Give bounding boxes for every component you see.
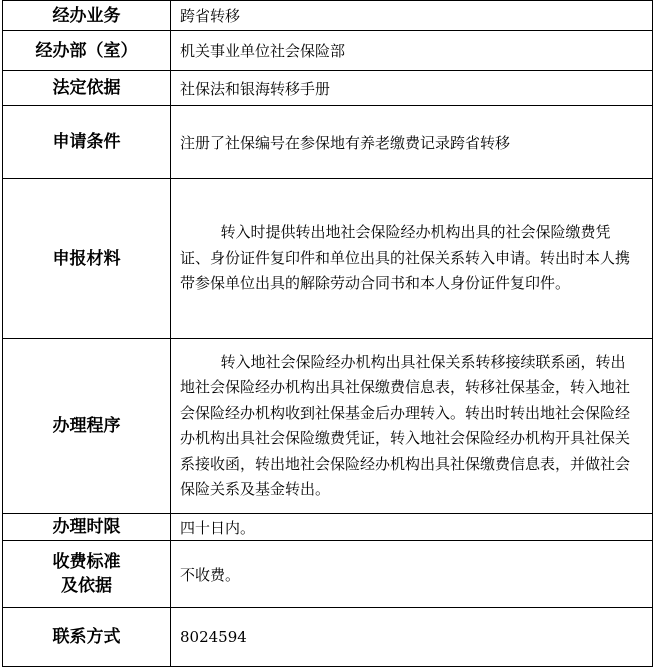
materials-paragraph: 转入时提供转出地社会保险经办机构出具的社会保险缴费凭证、身份证件复印件和单位出具的社保关系转入申请。转出时本人携带参保单位出具的解除劳动合同书和本人身份证件复印件。 <box>180 223 631 293</box>
table-row-business <box>3 1 653 31</box>
procedure-paragraph: 转入地社会保险经办机构出具社保关系转移接续联系函，转出地社会保险经办机构出具社保缴费信息表，转移社保基金，转入地社会保险经办机构收到社保基金后办理转入。转出时转出地社会保险经办机构出具社会保险缴费凭证，转入地社会保险经办机构开具社保关系接收函，转出地社会保险经办机构出具社保缴费信息表，并做社会保险关系及基金转出。 <box>180 352 631 498</box>
label-fees <box>3 541 171 608</box>
value-materials <box>171 179 653 339</box>
table-row-fees <box>3 541 653 608</box>
value-legal-basis: 社保法和银海转移手册 <box>171 71 653 106</box>
value-fees: 不收费。 <box>171 541 653 608</box>
label-materials: 申报材料 <box>3 179 171 339</box>
value-department: 机关事业单位社会保险部 <box>171 31 653 71</box>
value-procedure <box>171 339 653 514</box>
label-contact: 联系方式 <box>3 608 171 667</box>
table-row-legal-basis <box>3 71 653 106</box>
table-row-conditions <box>3 106 653 179</box>
label-time-limit: 办理时限 <box>3 514 171 541</box>
value-time-limit: 四十日内。 <box>171 514 653 541</box>
value-conditions: 注册了社保编号在参保地有养老缴费记录跨省转移 <box>171 106 653 179</box>
table-row-department <box>3 31 653 71</box>
label-department: 经办部（室） <box>3 31 171 71</box>
table-row-procedure <box>3 339 653 514</box>
value-business: 跨省转移 <box>171 1 653 31</box>
value-contact: 8024594 <box>171 608 653 667</box>
label-legal-basis: 法定依据 <box>3 71 171 106</box>
label-fees-line1: 收费标准 <box>52 552 121 572</box>
service-info-table <box>2 0 653 667</box>
table-row-materials <box>3 179 653 339</box>
table-row-contact <box>3 608 653 667</box>
label-business: 经办业务 <box>3 1 171 31</box>
table-row-time-limit <box>3 514 653 541</box>
label-conditions: 申请条件 <box>3 106 171 179</box>
label-fees-line2: 及依据 <box>61 576 112 596</box>
label-procedure: 办理程序 <box>3 339 171 514</box>
